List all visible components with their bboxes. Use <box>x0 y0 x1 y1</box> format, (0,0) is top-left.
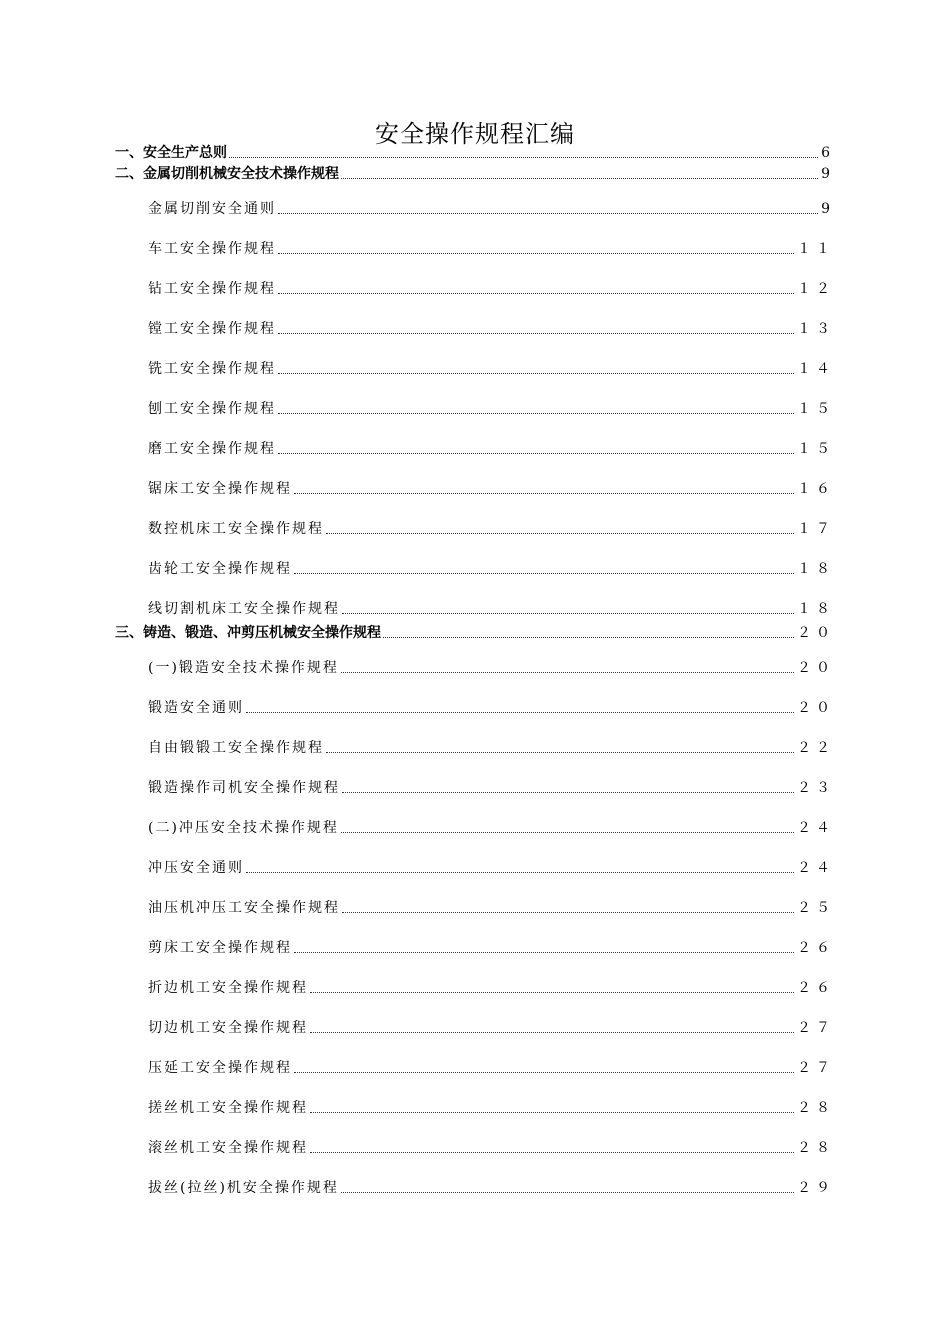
toc-entry-page: ２４ <box>797 860 835 876</box>
dot-leader <box>342 911 794 913</box>
dot-leader <box>294 951 794 953</box>
toc-entry-page: ２０ <box>797 700 835 716</box>
toc-entry[interactable] <box>148 319 835 339</box>
toc-entry-label: 齿轮工安全操作规程 <box>148 561 292 577</box>
toc-entry-page: １３ <box>797 321 835 337</box>
toc-entry[interactable] <box>148 279 835 299</box>
dot-leader <box>341 831 794 833</box>
toc-entry-label: 刨工安全操作规程 <box>148 401 276 417</box>
dot-leader <box>341 1191 794 1193</box>
toc-entry[interactable] <box>115 143 835 163</box>
toc-entry-page: １６ <box>797 481 835 497</box>
toc-entry[interactable] <box>148 1098 835 1118</box>
toc-entry[interactable] <box>148 1058 835 1078</box>
toc-entry[interactable] <box>148 1178 835 1198</box>
toc-entry-page: ２２ <box>797 740 835 756</box>
dot-leader <box>278 372 794 374</box>
toc-entry-page: 9 <box>821 201 835 217</box>
toc-entry-page: ２０ <box>797 660 835 676</box>
toc-entry-label: 锻造操作司机安全操作规程 <box>148 780 340 796</box>
dot-leader <box>341 177 818 179</box>
toc-entry[interactable] <box>148 519 835 539</box>
toc-entry[interactable] <box>148 239 835 259</box>
toc-entry-label: (二)冲压安全技术操作规程 <box>148 820 339 836</box>
toc-entry-page: 9 <box>821 166 835 182</box>
dot-leader <box>278 252 794 254</box>
toc-entry-page: １７ <box>797 521 835 537</box>
toc-entry-label: (一)锻造安全技术操作规程 <box>148 660 339 676</box>
toc-entry-label: 自由锻锻工安全操作规程 <box>148 740 324 756</box>
toc-entry-label: 磨工安全操作规程 <box>148 441 276 457</box>
toc-entry-page: １８ <box>797 601 835 617</box>
toc-entry-label: 冲压安全通则 <box>148 860 244 876</box>
dot-leader <box>294 492 794 494</box>
toc-entry-page: 6 <box>821 145 835 161</box>
toc-entry[interactable] <box>148 698 835 718</box>
dot-leader <box>246 711 794 713</box>
toc-entry-page: ２６ <box>797 980 835 996</box>
dot-leader <box>278 452 794 454</box>
toc-entry-page: ２３ <box>797 780 835 796</box>
toc-entry[interactable] <box>148 599 835 619</box>
toc-entry-page: ２８ <box>797 1100 835 1116</box>
dot-leader <box>326 751 794 753</box>
toc-entry[interactable] <box>148 399 835 419</box>
toc-entry-page: １８ <box>797 561 835 577</box>
toc-entry-page: ２８ <box>797 1140 835 1156</box>
toc-entry-label: 锯床工安全操作规程 <box>148 481 292 497</box>
toc-entry-page: ２４ <box>797 820 835 836</box>
toc-entry-label: 数控机床工安全操作规程 <box>148 521 324 537</box>
toc-entry[interactable] <box>148 818 835 838</box>
toc-entry[interactable] <box>148 359 835 379</box>
toc-entry[interactable] <box>148 938 835 958</box>
toc-entry[interactable] <box>148 898 835 918</box>
toc-entry-page: ２５ <box>797 900 835 916</box>
toc-entry-label: 一、安全生产总则 <box>115 145 227 161</box>
page-title: 安全操作规程汇编 <box>375 120 575 148</box>
toc-entry[interactable] <box>148 559 835 579</box>
dot-leader <box>278 292 794 294</box>
dot-leader <box>246 871 794 873</box>
toc-entry[interactable] <box>148 658 835 678</box>
toc-entry[interactable] <box>148 1138 835 1158</box>
dot-leader <box>278 332 794 334</box>
toc-entry[interactable] <box>148 978 835 998</box>
toc-entry-label: 压延工安全操作规程 <box>148 1060 292 1076</box>
toc-entry-label: 二、金属切削机械安全技术操作规程 <box>115 166 339 182</box>
dot-leader <box>229 156 818 158</box>
dot-leader <box>342 791 794 793</box>
toc-entry-page: １２ <box>797 281 835 297</box>
toc-entry-label: 铣工安全操作规程 <box>148 361 276 377</box>
dot-leader <box>310 1031 794 1033</box>
dot-leader <box>310 1151 794 1153</box>
toc-entry-label: 车工安全操作规程 <box>148 241 276 257</box>
toc-entry[interactable] <box>148 479 835 499</box>
toc-entry[interactable] <box>148 858 835 878</box>
toc-entry-page: １５ <box>797 441 835 457</box>
toc-entry-page: １１ <box>797 241 835 257</box>
toc-entry[interactable] <box>115 164 835 184</box>
dot-leader <box>383 636 794 638</box>
toc-entry-label: 三、铸造、锻造、冲剪压机械安全操作规程 <box>115 625 381 641</box>
toc-entry[interactable] <box>148 199 835 219</box>
toc-entry[interactable] <box>148 738 835 758</box>
toc-entry-label: 线切割机床工安全操作规程 <box>148 601 340 617</box>
toc-entry-label: 金属切削安全通则 <box>148 201 276 217</box>
toc-entry[interactable] <box>115 623 835 643</box>
toc-entry-label: 拔丝(拉丝)机安全操作规程 <box>148 1180 339 1196</box>
dot-leader <box>310 991 794 993</box>
dot-leader <box>294 572 794 574</box>
toc-entry-label: 切边机工安全操作规程 <box>148 1020 308 1036</box>
dot-leader <box>294 1071 794 1073</box>
toc-entry-label: 剪床工安全操作规程 <box>148 940 292 956</box>
toc-entry[interactable] <box>148 778 835 798</box>
dot-leader <box>342 612 794 614</box>
dot-leader <box>310 1111 794 1113</box>
toc-entry-label: 油压机冲压工安全操作规程 <box>148 900 340 916</box>
dot-leader <box>341 671 794 673</box>
toc-entry-page: ２９ <box>797 1180 835 1196</box>
toc-entry-label: 滚丝机工安全操作规程 <box>148 1140 308 1156</box>
toc-entry-label: 镗工安全操作规程 <box>148 321 276 337</box>
toc-entry[interactable] <box>148 439 835 459</box>
dot-leader <box>278 412 794 414</box>
toc-entry-page: １５ <box>797 401 835 417</box>
toc-entry-label: 搓丝机工安全操作规程 <box>148 1100 308 1116</box>
toc-entry-page: ２７ <box>797 1060 835 1076</box>
toc-entry-page: ２６ <box>797 940 835 956</box>
toc-entry-page: １４ <box>797 361 835 377</box>
toc-entry-page: ２０ <box>797 625 835 641</box>
dot-leader <box>326 532 794 534</box>
toc-entry-label: 锻造安全通则 <box>148 700 244 716</box>
toc-entry-label: 折边机工安全操作规程 <box>148 980 308 996</box>
toc-entry-label: 钻工安全操作规程 <box>148 281 276 297</box>
toc-entry-page: ２７ <box>797 1020 835 1036</box>
toc-entry[interactable] <box>148 1018 835 1038</box>
dot-leader <box>278 212 818 214</box>
